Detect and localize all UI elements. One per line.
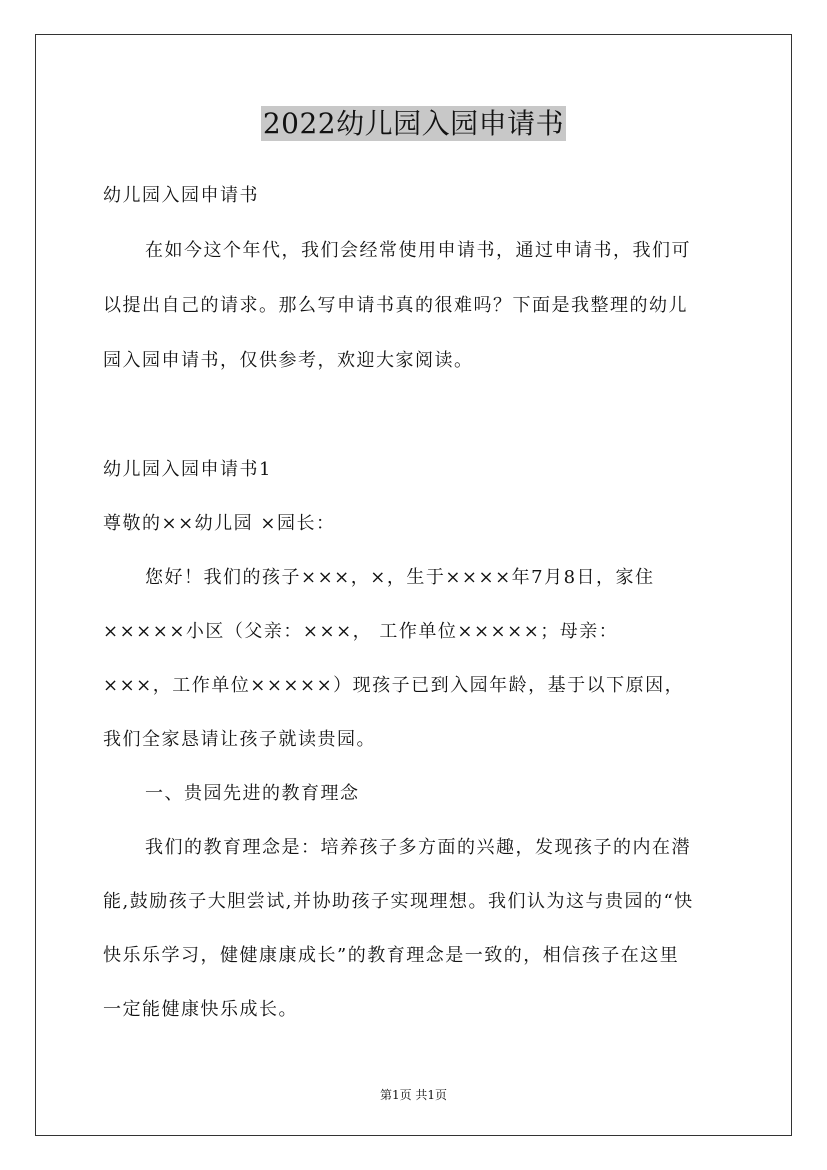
page-footer: 第1页 共1页 xyxy=(379,1088,448,1102)
salutation: 尊敬的××幼儿园 ×园长： xyxy=(103,513,336,534)
point-line-4: 一定能健康快乐成长。 xyxy=(103,999,298,1020)
body-line-1: 您好！我们的孩子×××，×，生于××××年7月8日，家住 xyxy=(145,567,655,588)
section-heading-1: 幼儿园入园申请书1 xyxy=(103,459,272,480)
body-line-2: ×××××小区（父亲：×××， 工作单位×××××；母亲： xyxy=(103,621,619,642)
intro-line-2: 以提出自己的请求。那么写申请书真的很难吗？下面是我整理的幼儿 xyxy=(103,295,688,316)
body-line-4: 我们全家恳请让孩子就读贵园。 xyxy=(103,729,376,750)
intro-line-3: 园入园申请书，仅供参考，欢迎大家阅读。 xyxy=(103,350,474,371)
intro-line-1: 在如今这个年代，我们会经常使用申请书，通过申请书，我们可 xyxy=(145,240,691,261)
subtitle-line: 幼儿园入园申请书 xyxy=(103,185,259,206)
point-heading-1: 一、贵园先进的教育理念 xyxy=(145,783,360,804)
point-line-1: 我们的教育理念是：培养孩子多方面的兴趣，发现孩子的内在潜 xyxy=(145,837,691,858)
document-title: 2022幼儿园入园申请书 xyxy=(262,107,565,140)
point-line-3: 快乐乐学习，健健康康成长”的教育理念是一致的，相信孩子在这里 xyxy=(103,945,680,966)
body-line-3: ×××，工作单位×××××）现孩子已到入园年龄，基于以下原因， xyxy=(103,675,685,696)
document-title-wrap xyxy=(0,102,827,142)
point-line-2: 能,鼓励孩子大胆尝试,并协助孩子实现理想。我们认为这与贵园的“快 xyxy=(103,891,694,912)
